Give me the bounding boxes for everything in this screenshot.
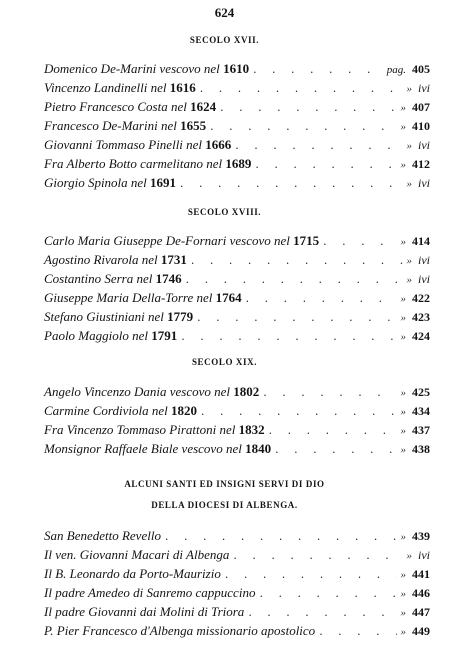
dot-leader (323, 235, 396, 248)
entry-page: 414 (412, 234, 430, 248)
dot-leader (197, 311, 396, 324)
dot-leader (210, 120, 396, 133)
entry-ref: » (400, 607, 406, 619)
entry-title: Costantino Serra nel 1746 (44, 271, 182, 286)
entry-page: ivi (418, 81, 430, 95)
index-entry (44, 566, 430, 584)
entry-page: 425 (412, 385, 430, 399)
index-entry (44, 175, 430, 193)
dot-leader (233, 549, 402, 562)
page-number: 624 (214, 5, 235, 20)
dot-leader (235, 139, 402, 152)
index-entry (44, 118, 430, 136)
entry-title: Domenico De-Marini vescovo nel 1610 (44, 61, 250, 76)
entry-page: 439 (412, 529, 430, 543)
entry-title: Angelo Vincenzo Dania vescovo nel 1802 (44, 384, 260, 399)
dot-leader (186, 273, 403, 286)
entry-ref: » (406, 550, 412, 562)
entry-title: Francesco De-Marini nel 1655 (44, 118, 207, 133)
index-entry (44, 233, 430, 251)
dot-leader (319, 625, 396, 638)
entry-title: San Benedetto Revello (44, 528, 161, 543)
index-entry (44, 604, 430, 622)
entry-page: 424 (412, 329, 430, 343)
entry-title: Giorgio Spinola nel 1691 (44, 175, 177, 190)
section-heading-17th-century: SECOLO XVII. (189, 35, 260, 45)
entry-page: 422 (412, 291, 430, 305)
dot-leader (248, 606, 396, 619)
dot-leader (191, 254, 403, 267)
entry-ref: » (406, 274, 412, 286)
entry-title: Pietro Francesco Costa nel 1624 (44, 99, 217, 114)
index-entry (44, 99, 430, 117)
entry-title: Paolo Maggiolo nel 1791 (44, 328, 178, 343)
index-entry (44, 528, 430, 546)
dot-leader (246, 292, 397, 305)
entry-ref: » (400, 569, 406, 581)
entry-title: P. Pier Francesco d'Albenga missionario apostolico (44, 623, 316, 638)
entry-ref: » (400, 387, 406, 399)
entry-ref: » (400, 293, 406, 305)
entry-ref: » (406, 140, 412, 152)
entry-ref: » (400, 121, 406, 133)
index-entry (44, 252, 430, 270)
index-entry (44, 585, 430, 603)
entry-ref: » (400, 312, 406, 324)
entry-page: 447 (412, 605, 430, 619)
index-entry (44, 403, 430, 421)
entry-page: 410 (412, 119, 430, 133)
entry-page: 407 (412, 100, 430, 114)
entry-ref: » (400, 531, 406, 543)
entry-title: Monsignor Raffaele Biale vescovo nel 1840 (44, 441, 272, 456)
entry-title: Il padre Giovanni dai Molini di Triora (44, 604, 245, 619)
dot-leader (225, 568, 397, 581)
dot-leader (181, 330, 396, 343)
entry-title: Agostino Rivarola nel 1731 (44, 252, 187, 267)
entry-page: ivi (418, 176, 430, 190)
index-entry (44, 271, 430, 289)
index-entry (44, 328, 430, 346)
entry-title: Carlo Maria Giuseppe De-Fornari vescovo nel 1715 (44, 233, 320, 248)
entry-title: Il B. Leonardo da Porto-Maurizio (44, 566, 221, 581)
entry-ref: » (400, 406, 406, 418)
entry-page: ivi (418, 138, 430, 152)
index-entry (44, 290, 430, 308)
section-heading-18th-century: SECOLO XVIII. (187, 207, 262, 217)
entry-ref: » (406, 255, 412, 267)
entry-title: Carmine Cordiviola nel 1820 (44, 403, 197, 418)
entry-title: Vincenzo Landinelli nel 1616 (44, 80, 196, 95)
entry-ref: » (400, 444, 406, 456)
entry-page: 405 (412, 62, 430, 76)
entry-title: Il ven. Giovanni Macari di Albenga (44, 547, 230, 562)
entry-ref: » (400, 159, 406, 171)
entry-ref: pag. (386, 64, 406, 76)
dot-leader (201, 405, 397, 418)
entry-page: 446 (412, 586, 430, 600)
entry-page: 449 (412, 624, 430, 638)
entry-title: Fra Vincenzo Tommaso Pirattoni nel 1832 (44, 422, 265, 437)
section-subheading-diocese: DELLA DIOCESI DI ALBENGA. (151, 500, 298, 510)
dot-leader (259, 587, 396, 600)
dot-leader (165, 530, 397, 543)
entry-ref: » (400, 102, 406, 114)
entry-page: ivi (418, 253, 430, 267)
entry-page: 438 (412, 442, 430, 456)
index-entry (44, 384, 430, 402)
entry-title: Il padre Amedeo di Sanremo cappuccino (44, 585, 256, 600)
index-entry (44, 309, 430, 327)
index-entry (44, 441, 430, 459)
index-entry (44, 137, 430, 155)
entry-page: 441 (412, 567, 430, 581)
dot-leader (200, 82, 403, 95)
entry-page: 437 (412, 423, 430, 437)
section-heading-19th-century: SECOLO XIX. (191, 357, 258, 367)
dot-leader (253, 63, 383, 76)
dot-leader (269, 424, 397, 437)
dot-leader (275, 443, 396, 456)
entry-ref: » (400, 236, 406, 248)
entry-title: Fra Alberto Botto carmelitano nel 1689 (44, 156, 252, 171)
dot-leader (220, 101, 396, 114)
index-entry (44, 623, 430, 641)
index-entry (44, 80, 430, 98)
index-entry (44, 61, 430, 79)
dot-leader (180, 177, 402, 190)
entry-page: 423 (412, 310, 430, 324)
entry-ref: » (406, 83, 412, 95)
entry-ref: » (400, 331, 406, 343)
entry-page: 412 (412, 157, 430, 171)
entry-title: Giuseppe Maria Della-Torre nel 1764 (44, 290, 242, 305)
index-entry (44, 422, 430, 440)
index-entry (44, 156, 430, 174)
entry-title: Stefano Giustiniani nel 1779 (44, 309, 194, 324)
dot-leader (255, 158, 396, 171)
entry-page: ivi (418, 548, 430, 562)
dot-leader (263, 386, 396, 399)
entry-page: 434 (412, 404, 430, 418)
entry-title: Giovanni Tommaso Pinelli nel 1666 (44, 137, 232, 152)
section-heading-saints: ALCUNI SANTI ED INSIGNI SERVI DI DIO (124, 479, 325, 489)
entry-page: ivi (418, 272, 430, 286)
entry-ref: » (406, 178, 412, 190)
entry-ref: » (400, 626, 406, 638)
entry-ref: » (400, 588, 406, 600)
index-entry (44, 547, 430, 565)
entry-ref: » (400, 425, 406, 437)
